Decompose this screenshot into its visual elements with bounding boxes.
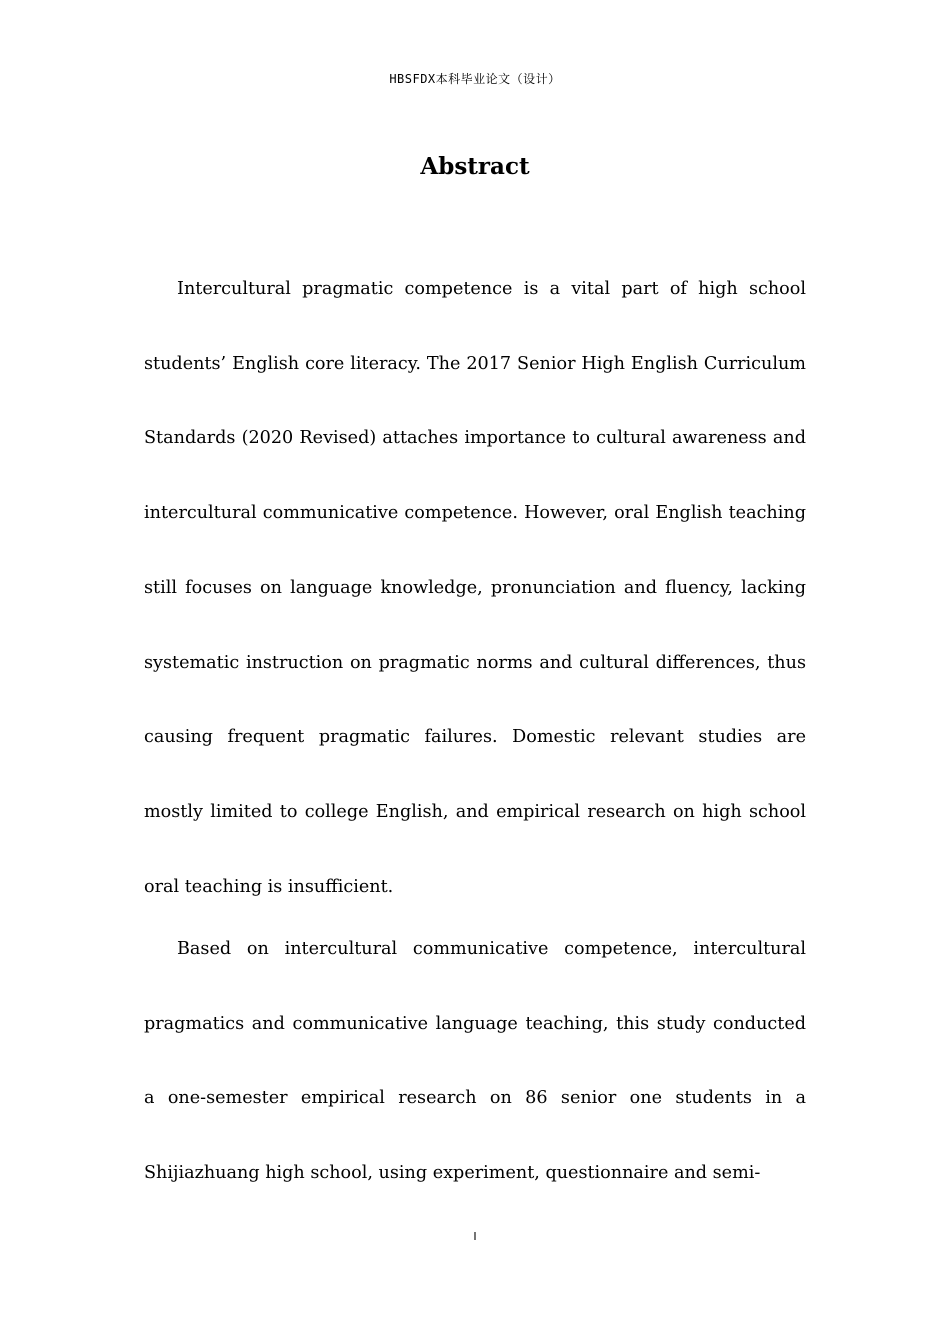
abstract-paragraph-2: Based on intercultural communicative competence, intercultural pragmatics and communicative language teaching, this study conducted a one-semester empirical research on 86 senior one students in a Shijiazhuang high school, using experiment, questionnaire and semi-	[144, 939, 806, 1184]
page-number: I	[473, 1230, 477, 1243]
abstract-title: Abstract	[420, 153, 530, 180]
abstract-paragraph-1: Intercultural pragmatic competence is a vital part of high school students’ English core literacy. The 2017 Senior High English Curriculum Standards (2020 Revised) attaches importance to cultural awareness and intercultural communicative competence. However, oral English teaching still focuses on language knowledge, pronunciation and fluency, lacking systematic instruction on pragmatic norms and cultural differences, thus causing frequent pragmatic failures. Domestic relevant studies are mostly limited to college English, and empirical research on high school oral teaching is insufficient.	[144, 279, 806, 897]
running-header: HBSFDX本科毕业论文（设计）	[389, 72, 561, 86]
